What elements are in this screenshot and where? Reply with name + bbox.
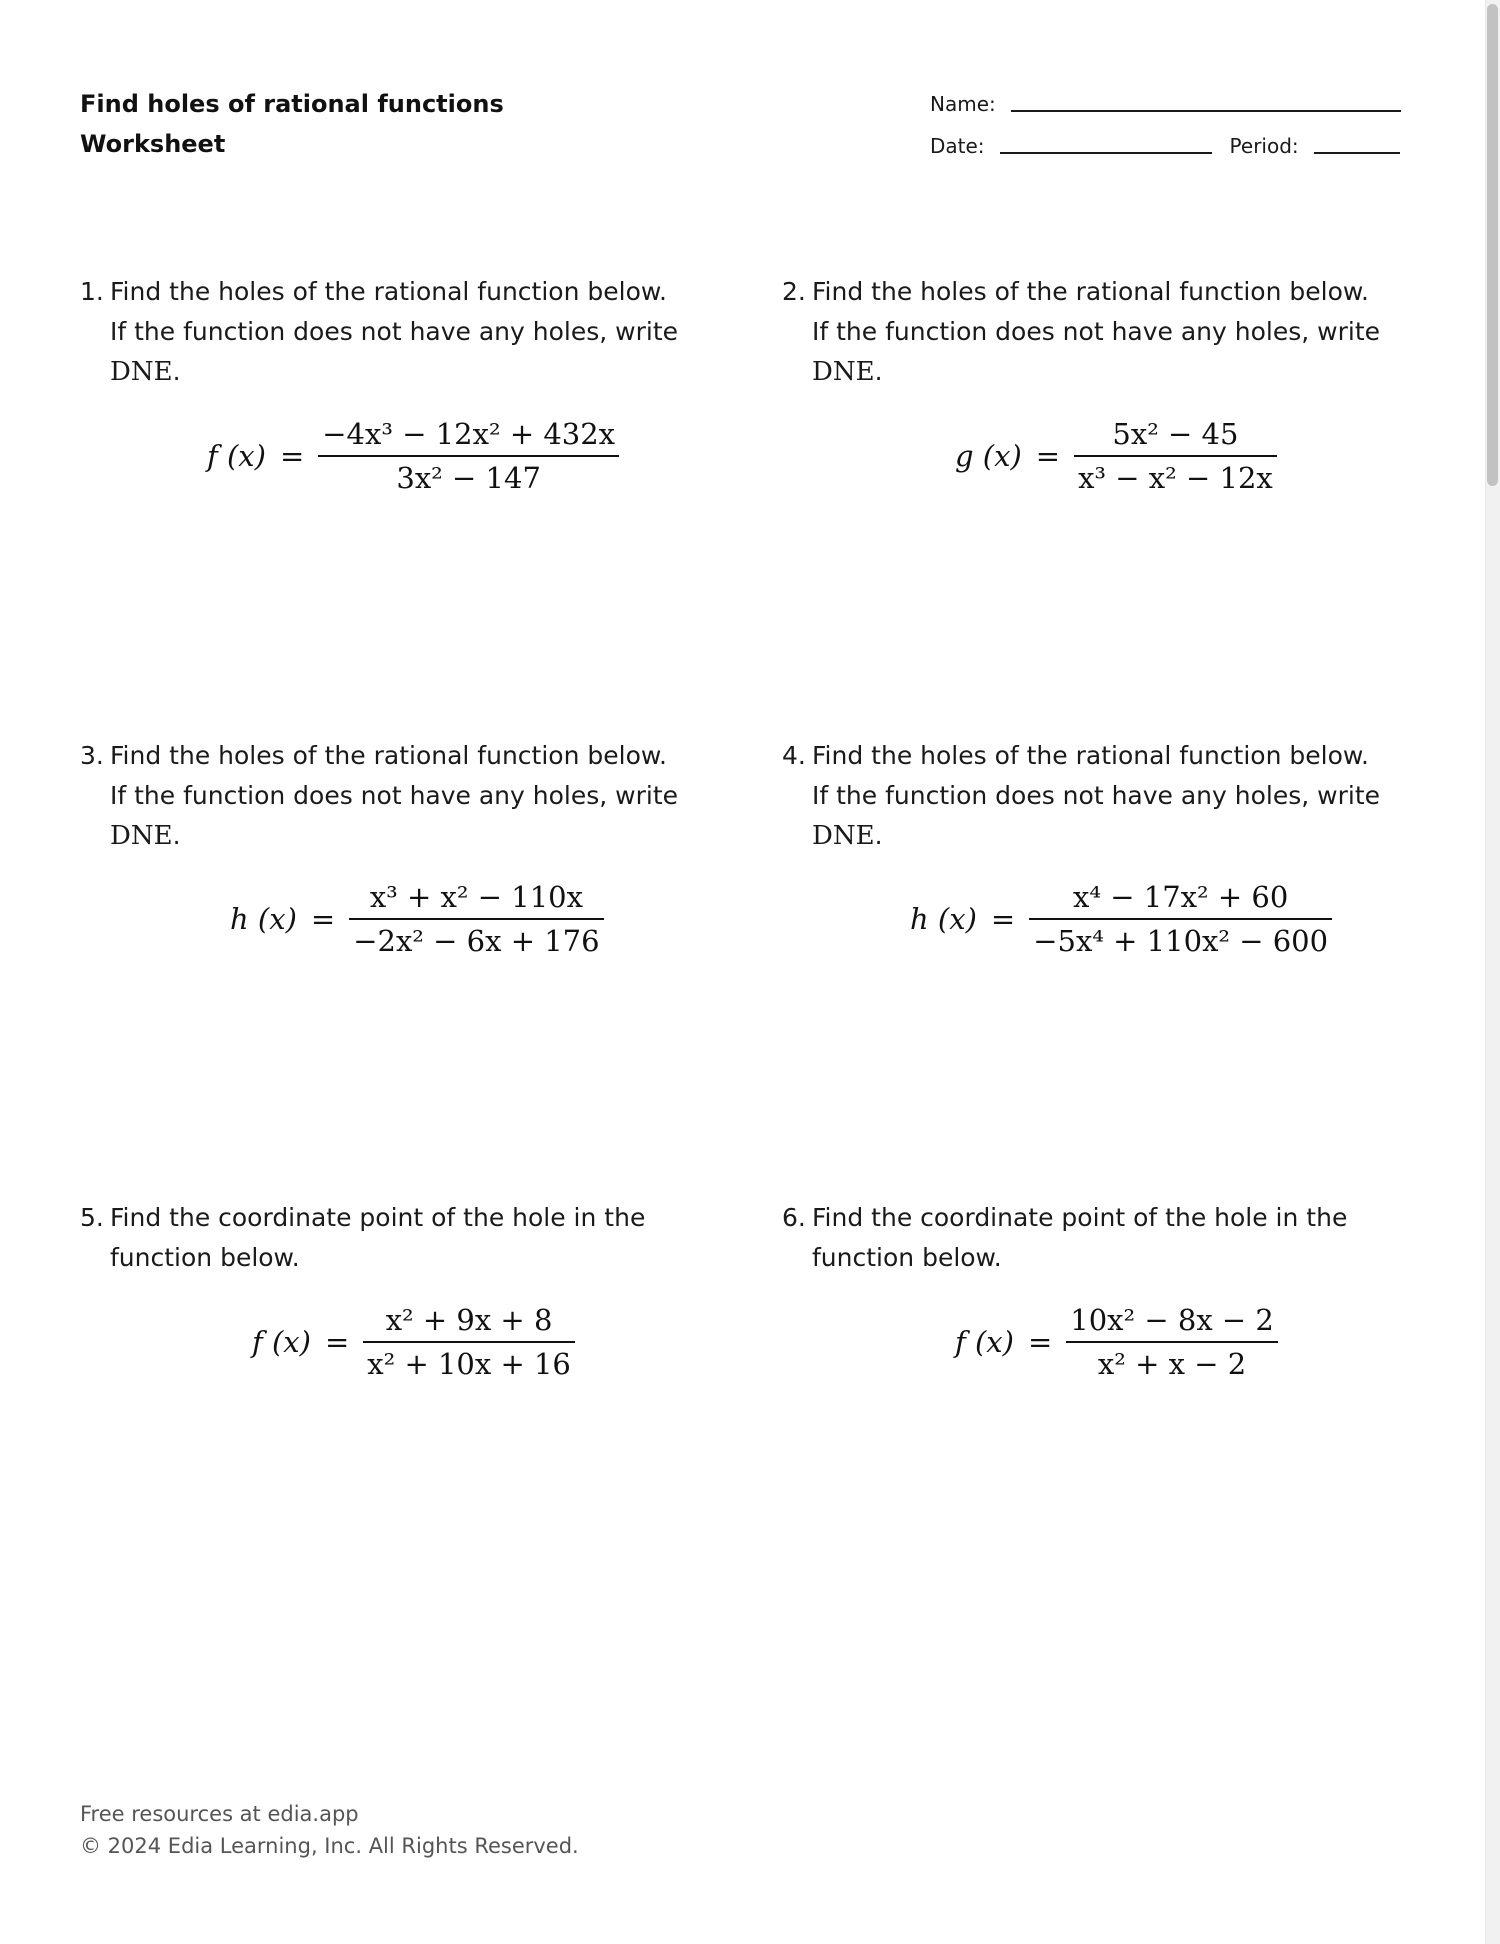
denominator: −5x⁴ + 110x² − 600	[1033, 924, 1329, 958]
dne-label: DNE	[110, 821, 173, 851]
equals-sign: =	[310, 902, 336, 936]
problem-number: 2.	[782, 277, 806, 306]
function-name: g (x)	[955, 439, 1022, 473]
rational-expression	[318, 416, 619, 496]
rational-expression	[363, 1302, 575, 1382]
problem-number: 4.	[782, 741, 806, 770]
problem-6-prompt	[782, 1198, 1392, 1278]
name-row	[930, 90, 1405, 118]
dne-label: DNE	[110, 357, 173, 387]
rational-expression	[1066, 1302, 1278, 1382]
dne-period: .	[874, 357, 883, 386]
problem-number: 3.	[80, 741, 104, 770]
problem-instruction: Find the holes of the rational function below. If the function does not have any holes, write	[812, 277, 1381, 346]
denominator: x² + x − 2	[1097, 1347, 1247, 1381]
equals-sign: =	[279, 439, 305, 473]
problem-6	[782, 1198, 1392, 1278]
equation-6	[955, 1302, 1278, 1382]
vertical-scrollbar[interactable]	[1485, 0, 1500, 1944]
dne-period: .	[874, 821, 883, 850]
problem-number: 5.	[80, 1203, 104, 1232]
problem-4-prompt	[782, 736, 1392, 856]
denominator: −2x² − 6x + 176	[353, 924, 600, 958]
problem-5-prompt	[80, 1198, 690, 1278]
equation-2	[955, 416, 1277, 496]
problem-1-prompt	[80, 272, 690, 392]
numerator: 10x² − 8x − 2	[1070, 1303, 1274, 1337]
problem-instruction: Find the coordinate point of the hole in the function below.	[812, 1203, 1348, 1272]
date-label: Date:	[930, 134, 985, 158]
footer-copyright: © 2024 Edia Learning, Inc. All Rights Reserved.	[80, 1834, 579, 1858]
equals-sign: =	[990, 902, 1016, 936]
numerator: −4x³ − 12x² + 432x	[322, 417, 616, 451]
rational-expression	[1074, 416, 1277, 496]
date-blank-line	[1000, 152, 1212, 154]
page-footer	[80, 1798, 579, 1862]
title-line-2: Worksheet	[80, 130, 226, 158]
problem-number: 1.	[80, 277, 104, 306]
worksheet-title	[80, 84, 504, 164]
problem-number: 6.	[782, 1203, 806, 1232]
function-name: f (x)	[207, 439, 266, 473]
problem-instruction: Find the holes of the rational function below. If the function does not have any holes, write	[110, 741, 679, 810]
period-blank-line	[1314, 152, 1400, 154]
scrollbar-thumb[interactable]	[1487, 4, 1498, 486]
title-line-1: Find holes of rational functions	[80, 90, 504, 118]
denominator: 3x² − 147	[396, 461, 541, 495]
rational-expression	[1029, 879, 1332, 959]
name-blank-line	[1011, 110, 1401, 112]
period-label: Period:	[1229, 134, 1299, 158]
problem-2	[782, 272, 1392, 392]
equals-sign: =	[1035, 439, 1061, 473]
name-label: Name:	[930, 92, 996, 116]
equals-sign: =	[324, 1325, 350, 1359]
problem-3	[80, 736, 690, 856]
dne-period: .	[172, 821, 181, 850]
equation-4	[910, 879, 1332, 959]
problem-instruction: Find the holes of the rational function below. If the function does not have any holes, write	[812, 741, 1381, 810]
numerator: x⁴ − 17x² + 60	[1073, 880, 1289, 914]
date-period-row	[930, 132, 1405, 160]
equation-3	[230, 879, 604, 959]
denominator: x² + 10x + 16	[367, 1347, 571, 1381]
function-name: f (x)	[955, 1325, 1014, 1359]
numerator: 5x² − 45	[1112, 417, 1239, 451]
footer-resources-link: Free resources at edia.app	[80, 1802, 359, 1826]
numerator: x³ + x² − 110x	[369, 880, 583, 914]
problem-4	[782, 736, 1392, 856]
equation-5	[252, 1302, 575, 1382]
function-name: h (x)	[910, 902, 977, 936]
function-name: h (x)	[230, 902, 297, 936]
problem-1	[80, 272, 690, 392]
dne-label: DNE	[812, 821, 875, 851]
rational-expression	[349, 879, 603, 959]
problem-2-prompt	[782, 272, 1392, 392]
problem-instruction: Find the coordinate point of the hole in the function below.	[110, 1203, 646, 1272]
equation-1	[207, 416, 619, 496]
function-name: f (x)	[252, 1325, 311, 1359]
equals-sign: =	[1027, 1325, 1053, 1359]
problem-instruction: Find the holes of the rational function below. If the function does not have any holes, write	[110, 277, 679, 346]
numerator: x² + 9x + 8	[385, 1303, 553, 1337]
problem-5	[80, 1198, 690, 1278]
denominator: x³ − x² − 12x	[1078, 461, 1273, 495]
dne-period: .	[172, 357, 181, 386]
problem-3-prompt	[80, 736, 690, 856]
dne-label: DNE	[812, 357, 875, 387]
